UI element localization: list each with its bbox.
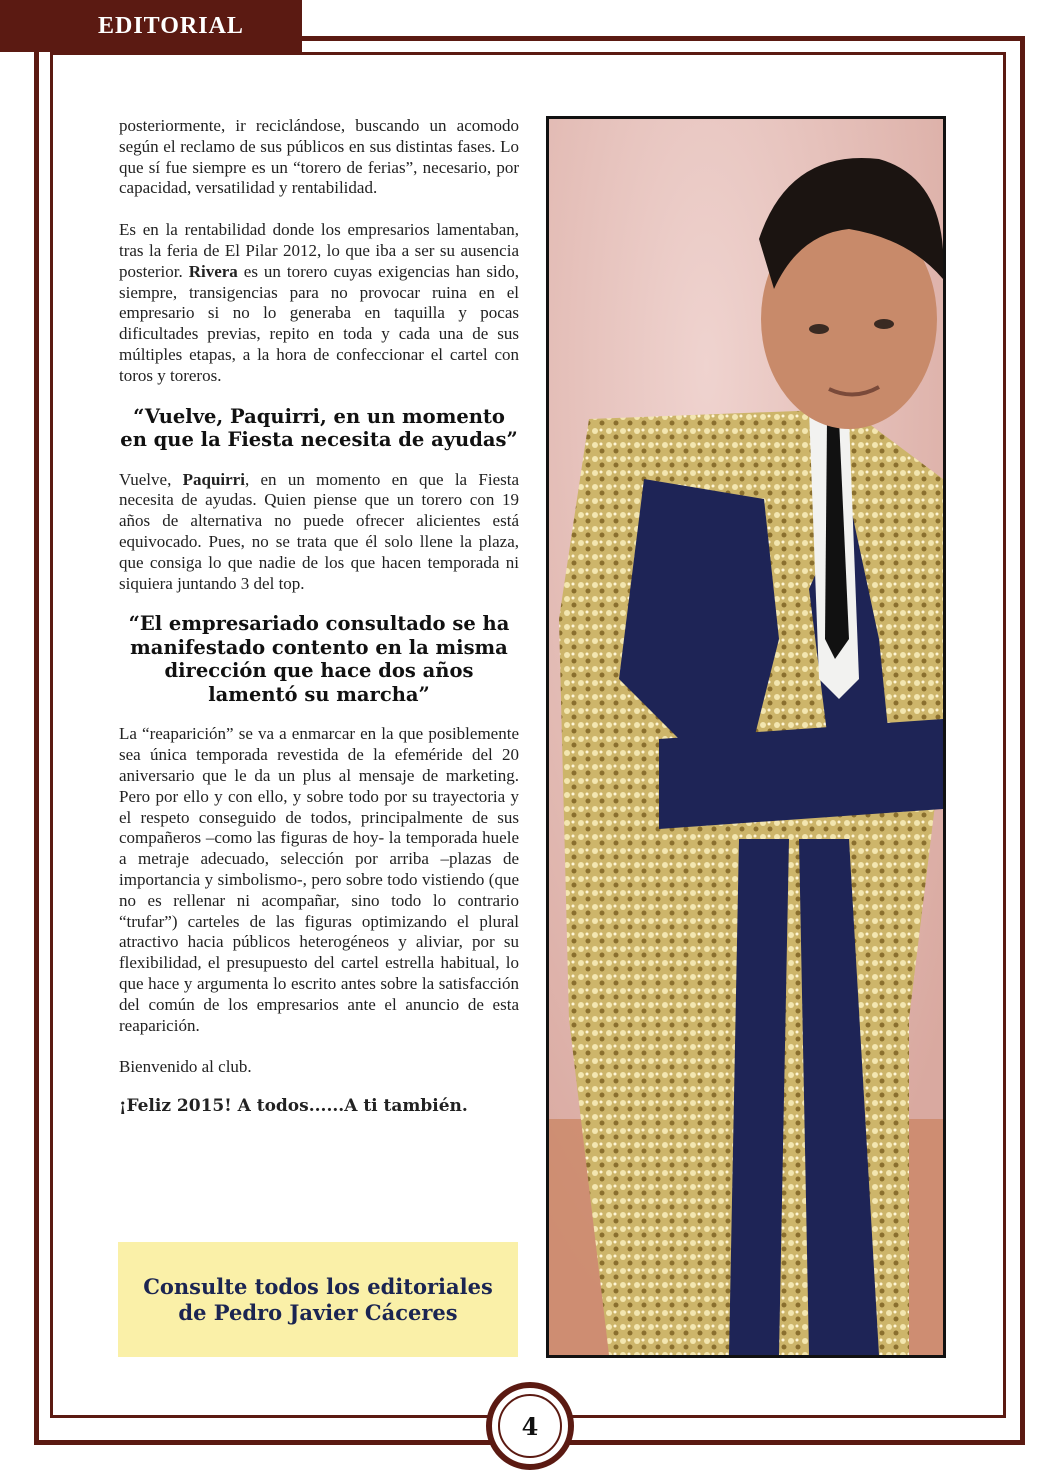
article-paragraph-4: La “reaparición” se va a enmarcar en la que posiblemente sea única temporada revestida de la efeméride del 20 aniversario que le da un plus al mensaje de marketing. Pero por ello y con ello, y sobre todo por su trayectoria y el respeto conseguido de todos, principalmente de sus compañeros –como las figuras de hoy- la temporada huele a metraje adecuado, selección por arriba –plazas de importancia y simbolismo-, pero sobre todo vistiendo (que no es rellenar ni acompañar, sino todo lo contrario “trufar”) carteles de las figuras optimizando el plural atractivo hacia públicos heterogéneos y aliviar, por su flexibilidad, el presupuesto del cartel estrella habitual, lo que hace y argumenta lo escrito antes sobre la satisfacción del común de los empresarios ante el anuncio de esta reaparición.	[119, 724, 519, 1035]
p3-text-b: , en un momento en que la Fiesta necesita de ayudas. Quien piense que un torero con 19 años de alternativa no puede ofrecer alicientes está equivocado. Pues, no se trata que él solo llene la plaza, que consiga lo que nadie de los que hacen temporada ni siquiera juntando 3 del top.	[119, 469, 519, 593]
article-paragraph-1: posteriormente, ir reciclándose, buscando un acomodo según el reclamo de sus públicos en sus distintas fases. Lo que sí fue siempre es un “torero de ferias”, necesario, por capacidad, versatilidad y rentabilidad.	[119, 116, 519, 198]
p2-text-a: Es en la rentabilidad donde los empresarios lamentaban, tras la feria de El Pilar 2012, lo que iba a ser su ausencia posterior.	[119, 220, 519, 281]
p3-bold-name: Paquirri	[182, 469, 245, 489]
p3-text-a: Vuelve,	[119, 469, 183, 489]
editorials-link-box[interactable]	[118, 1242, 518, 1357]
bullfighter-illustration	[549, 119, 943, 1355]
page-number: 4	[498, 1394, 562, 1458]
pull-quote-1: “Vuelve, Paquirri, en un momento en que la Fiesta necesita de ayudas”	[120, 404, 518, 452]
article-column	[119, 116, 519, 1131]
section-label: EDITORIAL	[98, 12, 244, 39]
article-paragraph-2	[119, 220, 519, 386]
pull-quote-2: “El empresariado consultado se ha manifestado contento en la misma dirección que hace dos años lamentó su marcha”	[128, 612, 510, 706]
article-paragraph-5: Bienvenido al club.	[119, 1057, 252, 1077]
cta-line-2[interactable]: de Pedro Javier Cáceres	[178, 1299, 458, 1325]
p2-bold-name: Rivera	[188, 261, 238, 281]
p2-text-b: es un torero cuyas exigencias han sido, siempre, transigencias para no provocar ruina en el empresario si no lo generaba en taquilla y pocas dificultades previas, repito en toda y cada una de sus múltiples etapas, a la hora de confeccionar el cartel con toros y toreros.	[119, 261, 519, 385]
article-paragraph-3	[119, 470, 519, 595]
bullfighter-photo	[546, 116, 946, 1358]
page-number-badge	[486, 1382, 574, 1470]
cta-line-1[interactable]: Consulte todos los editoriales	[143, 1273, 493, 1299]
closing-greeting: ¡Feliz 2015! A todos......A ti también.	[119, 1096, 468, 1117]
